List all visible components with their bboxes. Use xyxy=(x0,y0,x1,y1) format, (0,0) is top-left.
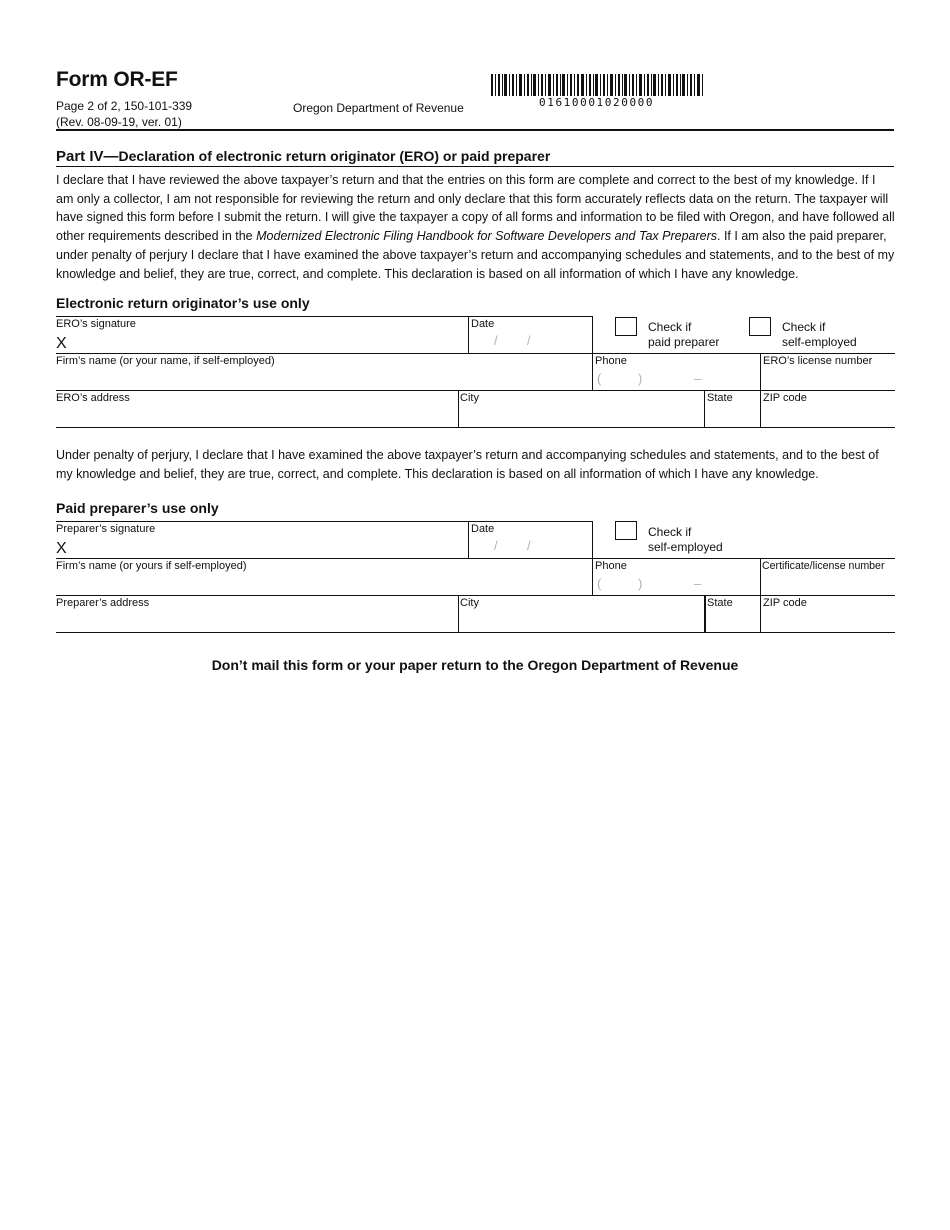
ero-row1-top xyxy=(56,316,593,317)
prep-city-field[interactable] xyxy=(460,612,700,631)
part4-title-rest: Declaration of electronic return originator (ERO) or paid preparer xyxy=(118,148,551,164)
prep-date-label: Date xyxy=(471,523,495,535)
ero-address-field[interactable] xyxy=(56,407,454,426)
prep-address-label: Preparer’s address xyxy=(56,597,150,609)
prep-state-label: State xyxy=(707,597,733,609)
ero-firm-label: Firm’s name (or your name, if self-employed) xyxy=(56,355,275,367)
part4-title-part: Part IV— xyxy=(56,148,119,165)
ero-self-employed-checkbox[interactable] xyxy=(749,317,771,336)
ero-self-employed-line1: Check if xyxy=(782,320,826,334)
ero-phone-close: ) xyxy=(638,371,643,386)
prep-row3-bottom xyxy=(56,632,895,633)
prep-zip-label: ZIP code xyxy=(763,597,807,609)
ero-city-field[interactable] xyxy=(460,407,700,426)
prep-vline-city xyxy=(458,595,459,632)
prep-vline-state xyxy=(704,595,706,632)
ero-paid-preparer-line2: paid preparer xyxy=(648,335,720,349)
prep-firm-label: Firm’s name (or yours if self-employed) xyxy=(56,560,247,572)
prep-license-label: Certificate/license number xyxy=(762,560,885,572)
page-info: Page 2 of 2, 150-101-339 xyxy=(56,99,193,113)
ero-vline-date xyxy=(468,316,469,353)
ero-license-label: ERO’s license number xyxy=(763,355,873,367)
ero-paid-preparer-checkbox[interactable] xyxy=(615,317,637,336)
do-not-mail-notice: Don’t mail this form or your paper return to the Oregon Department of Revenue xyxy=(211,657,739,673)
prep-self-employed-line1: Check if xyxy=(648,525,692,539)
header-rule xyxy=(56,129,894,131)
preparer-heading: Paid preparer’s use only xyxy=(56,500,219,516)
declaration-pre: I declare that I have reviewed the above taxpayer’s return and that the entries on this form are complete and correct to the best of my knowledge. If I am only a collector, I am not responsible for reviewing the return and only declare that this form accurately reflects data on the return. The taxpayer will have signed this form before I submit the return. I will give the taxpayer a copy of all forms and information to be filed with Oregon, and have followed all other requirements described in the xyxy=(56,173,895,244)
ero-date-slash-1: / xyxy=(494,333,498,348)
prep-date-field[interactable] xyxy=(471,538,589,556)
ero-state-field[interactable] xyxy=(707,407,757,426)
prep-vline-check xyxy=(592,521,593,595)
ero-heading: Electronic return originator’s use only xyxy=(56,295,310,311)
declaration-post: . If I am also the paid preparer, under penalty of perjury I declare that I have examined the above taxpayer’s return and accompanying schedules and statements, and to the best of my knowledge and belief, they are true, correct, and complete. This declaration is based on all information of which I have any knowledge. xyxy=(56,229,895,281)
ero-signature-label: ERO’s signature xyxy=(56,318,136,330)
prep-row2-bottom xyxy=(56,595,895,596)
ero-state-label: State xyxy=(707,392,733,404)
part4-title xyxy=(56,148,550,165)
part4-rule xyxy=(56,166,894,167)
prep-date-slash-2: / xyxy=(527,538,531,553)
ero-signature-x: X xyxy=(56,335,67,352)
revision-info: (Rev. 08-09-19, ver. 01) xyxy=(56,115,182,129)
ero-date-label: Date xyxy=(471,318,495,330)
prep-row1-top xyxy=(56,521,593,522)
preparer-declaration: Under penalty of perjury, I declare that I have examined the above taxpayer’s return and accompanying schedules and statements, and to the best of my knowledge and belief, they are true, correct, and complete. This declaration is based on all information of which I have any knowledge. xyxy=(56,448,879,481)
prep-state-field[interactable] xyxy=(708,612,757,631)
ero-vline-state xyxy=(704,390,705,427)
prep-self-employed-checkbox[interactable] xyxy=(615,521,637,540)
prep-phone-field[interactable] xyxy=(595,576,757,594)
prep-phone-label: Phone xyxy=(595,560,627,572)
ero-zip-label: ZIP code xyxy=(763,392,807,404)
prep-date-slash-1: / xyxy=(494,538,498,553)
prep-signature-x: X xyxy=(56,540,67,557)
prep-phone-close: ) xyxy=(638,576,643,591)
ero-paid-preparer-line1: Check if xyxy=(648,320,692,334)
ero-declaration xyxy=(56,171,896,283)
prep-vline-date xyxy=(468,521,469,558)
prep-phone-dash: – xyxy=(694,576,702,591)
declaration-italic: Modernized Electronic Filing Handbook for Software Developers and Tax Preparers xyxy=(256,229,718,244)
prep-zip-field[interactable] xyxy=(763,612,893,631)
prep-signature-label: Preparer’s signature xyxy=(56,523,156,535)
ero-paid-preparer-label xyxy=(648,320,719,350)
agency-name: Oregon Department of Revenue xyxy=(293,101,464,115)
prep-phone-open: ( xyxy=(597,576,602,591)
ero-phone-dash: – xyxy=(694,371,702,386)
prep-city-label: City xyxy=(460,597,479,609)
ero-row2-bottom xyxy=(56,390,895,391)
ero-vline-check xyxy=(592,316,593,390)
prep-firm-field[interactable] xyxy=(56,575,586,594)
prep-vline-license xyxy=(760,558,761,632)
ero-self-employed-line2: self-employed xyxy=(782,335,857,349)
ero-self-employed-label xyxy=(782,320,857,350)
barcode-number: 01610001020000 xyxy=(539,96,655,109)
ero-row3-bottom xyxy=(56,427,895,428)
form-title: Form OR-EF xyxy=(56,68,178,91)
prep-signature-field[interactable] xyxy=(56,540,461,558)
ero-phone-open: ( xyxy=(597,371,602,386)
barcode xyxy=(491,74,703,96)
ero-date-field[interactable] xyxy=(471,333,589,351)
ero-row1-bottom xyxy=(56,353,895,354)
prep-address-field[interactable] xyxy=(56,612,454,631)
ero-date-slash-2: / xyxy=(527,333,531,348)
prep-self-employed-label xyxy=(648,525,723,555)
ero-signature-field[interactable] xyxy=(56,335,461,353)
ero-city-label: City xyxy=(460,392,479,404)
ero-vline-city xyxy=(458,390,459,427)
prep-license-field[interactable] xyxy=(763,575,893,594)
prep-self-employed-line2: self-employed xyxy=(648,540,723,554)
ero-vline-license xyxy=(760,353,761,427)
ero-address-label: ERO’s address xyxy=(56,392,130,404)
ero-phone-field[interactable] xyxy=(595,371,757,389)
ero-license-field[interactable] xyxy=(763,370,893,389)
prep-row1-bottom xyxy=(56,558,895,559)
ero-zip-field[interactable] xyxy=(763,407,893,426)
ero-firm-field[interactable] xyxy=(56,370,586,389)
ero-phone-label: Phone xyxy=(595,355,627,367)
